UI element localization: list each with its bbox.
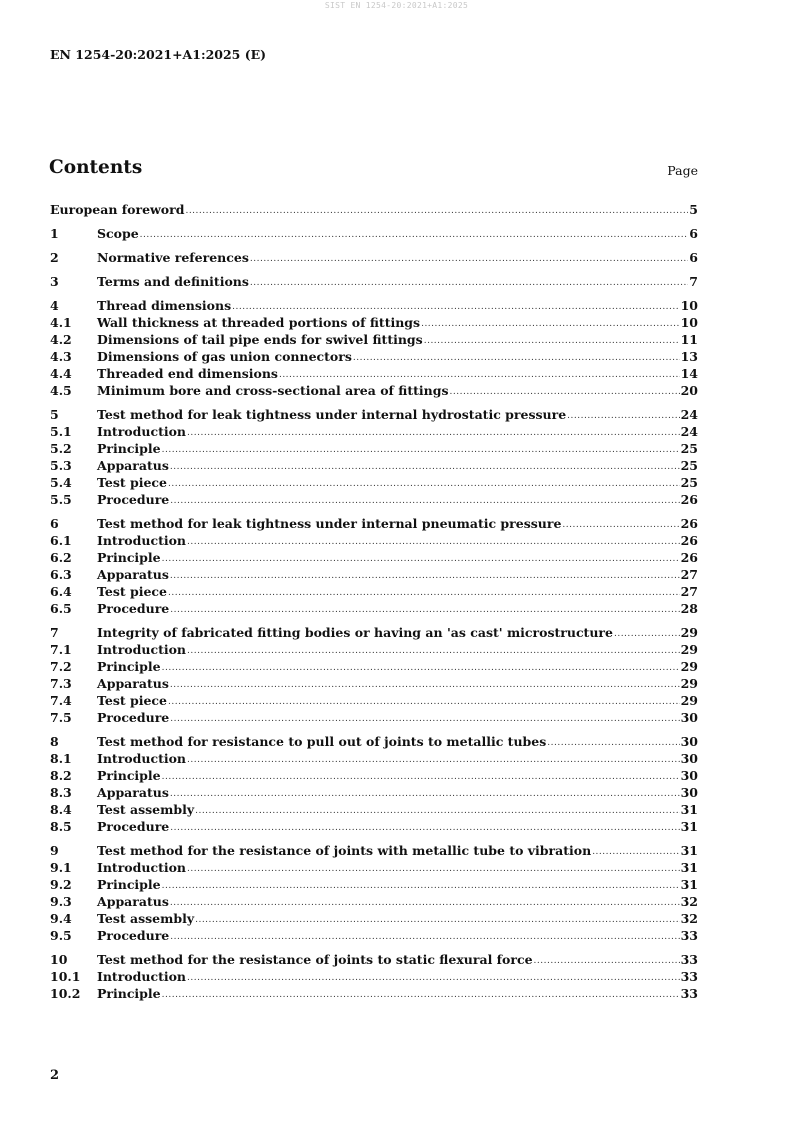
toc-entry-page: 26: [680, 550, 698, 565]
toc-entry-page: 7: [689, 274, 698, 289]
toc-entry-page: 24: [680, 407, 698, 422]
toc-entry-page: 33: [680, 986, 698, 1001]
toc-entry-number: 6: [50, 516, 59, 531]
toc-entry-page: 24: [680, 424, 698, 439]
toc-entry-number: 8: [50, 734, 59, 749]
toc-dot-leader: [170, 460, 680, 474]
toc-dot-leader: [187, 971, 680, 985]
toc-entry-page: 29: [680, 676, 698, 691]
toc-entry-page: 31: [680, 877, 698, 892]
toc-entry-number: 9.3: [50, 894, 72, 909]
toc-entry-title: Integrity of fabricated fitting bodies or having an 'as cast' microstructure: [97, 625, 613, 640]
toc-entry[interactable]: [50, 225, 698, 242]
toc-entry-title: Test assembly: [97, 802, 195, 817]
toc-dot-leader: [170, 494, 679, 508]
toc-entry-title: Terms and definitions: [97, 274, 249, 289]
toc-dot-leader: [195, 804, 680, 818]
toc-entry-title: Test method for the resistance of joints to static flexural force: [97, 952, 533, 967]
toc-entry[interactable]: [50, 658, 698, 675]
toc-entry[interactable]: [50, 440, 698, 457]
toc-dot-leader: [279, 368, 680, 382]
toc-section-group: [50, 249, 698, 266]
document-id: EN 1254-20:2021+A1:2025 (E): [50, 47, 267, 62]
toc-entry-title: Principle: [97, 768, 161, 783]
toc-entry-number: 4.4: [50, 366, 72, 381]
toc-entry[interactable]: [50, 331, 698, 348]
toc-entry[interactable]: [50, 273, 698, 290]
toc-entry[interactable]: [50, 641, 698, 658]
toc-entry[interactable]: [50, 968, 698, 985]
toc-entry[interactable]: [50, 985, 698, 1002]
toc-entry[interactable]: [50, 910, 698, 927]
toc-entry-page: 25: [680, 475, 698, 490]
toc-entry-title: Procedure: [97, 819, 170, 834]
toc-entry-number: 8.3: [50, 785, 72, 800]
toc-dot-leader: [614, 627, 680, 641]
toc-entry-title: Apparatus: [97, 458, 169, 473]
toc-entry[interactable]: [50, 733, 698, 750]
toc-entry-number: 8.1: [50, 751, 72, 766]
toc-entry-number: 4.2: [50, 332, 72, 347]
toc-entry-title: Procedure: [97, 710, 170, 725]
toc-entry-number: 6.4: [50, 584, 72, 599]
toc-entry-number: 8.4: [50, 802, 72, 817]
toc-entry-number: 7: [50, 625, 59, 640]
toc-dot-leader: [170, 603, 679, 617]
toc-section-group: [50, 297, 698, 399]
toc-entry-title: Wall thickness at threaded portions of fittings: [97, 315, 421, 330]
toc-entry[interactable]: [50, 801, 698, 818]
toc-entry[interactable]: [50, 314, 698, 331]
toc-section-group: [50, 225, 698, 242]
page-column-label: Page: [667, 163, 698, 178]
toc-entry[interactable]: [50, 624, 698, 641]
toc-entry-number: 7.1: [50, 642, 72, 657]
toc-entry[interactable]: [50, 297, 698, 314]
toc-entry-number: 3: [50, 274, 59, 289]
toc-entry-page: 13: [680, 349, 698, 364]
toc-entry[interactable]: [50, 767, 698, 784]
toc-entry-number: 10.2: [50, 986, 81, 1001]
toc-entry-title: Apparatus: [97, 894, 169, 909]
toc-entry-page: 25: [680, 458, 698, 473]
toc-dot-leader: [168, 586, 680, 600]
toc-entry-page: 31: [680, 819, 698, 834]
toc-entry-page: 10: [680, 315, 698, 330]
toc-entry[interactable]: [50, 249, 698, 266]
toc-entry[interactable]: [50, 842, 698, 859]
toc-entry-page: 32: [680, 894, 698, 909]
toc-dot-leader: [162, 661, 680, 675]
toc-dot-leader: [170, 787, 680, 801]
toc-entry-title: Test method for resistance to pull out of joints to metallic tubes: [97, 734, 547, 749]
toc-dot-leader: [567, 409, 679, 423]
toc-entry[interactable]: [50, 365, 698, 382]
toc-entry-page: 29: [680, 659, 698, 674]
table-of-contents: [50, 201, 698, 1009]
toc-entry-title: European foreword: [50, 202, 185, 217]
toc-entry-title: Apparatus: [97, 676, 169, 691]
toc-entry-number: 5.1: [50, 424, 72, 439]
toc-entry-number: 5.5: [50, 492, 72, 507]
toc-entry-number: 7.4: [50, 693, 72, 708]
toc-entry-number: 9: [50, 843, 59, 858]
toc-entry[interactable]: [50, 583, 698, 600]
toc-dot-leader: [450, 385, 680, 399]
toc-entry-title: Test piece: [97, 693, 167, 708]
watermark-text: SIST EN 1254-20:2021+A1:2025: [324, 1, 469, 10]
toc-entry-title: Principle: [97, 550, 161, 565]
toc-entry-number: 4.5: [50, 383, 72, 398]
toc-dot-leader: [232, 300, 679, 314]
toc-entry[interactable]: [50, 600, 698, 617]
toc-entry-page: 20: [680, 383, 698, 398]
toc-dot-leader: [187, 535, 680, 549]
toc-entry-page: 30: [680, 785, 698, 800]
toc-dot-leader: [162, 879, 680, 893]
toc-dot-leader: [162, 988, 680, 1002]
toc-dot-leader: [424, 334, 680, 348]
toc-dot-leader: [547, 736, 679, 750]
toc-entry[interactable]: [50, 549, 698, 566]
toc-entry-page: 25: [680, 441, 698, 456]
toc-entry-number: 8.2: [50, 768, 72, 783]
toc-entry[interactable]: [50, 709, 698, 726]
toc-entry-page: 27: [680, 567, 698, 582]
toc-entry-page: 11: [680, 332, 698, 347]
toc-entry-page: 27: [680, 584, 698, 599]
toc-entry[interactable]: [50, 201, 698, 218]
toc-entry-title: Test method for leak tightness under internal pneumatic pressure: [97, 516, 562, 531]
toc-entry[interactable]: [50, 515, 698, 532]
toc-entry-title: Introduction: [97, 969, 187, 984]
toc-entry-title: Thread dimensions: [97, 298, 232, 313]
toc-entry-title: Test piece: [97, 475, 167, 490]
toc-entry-title: Principle: [97, 441, 161, 456]
toc-dot-leader: [170, 896, 680, 910]
toc-entry-number: 6.2: [50, 550, 72, 565]
toc-entry-page: 30: [680, 768, 698, 783]
toc-entry-number: 6.1: [50, 533, 72, 548]
toc-section-group: [50, 515, 698, 617]
toc-entry-title: Threaded end dimensions: [97, 366, 278, 381]
toc-section-group: [50, 842, 698, 944]
toc-entry-page: 32: [680, 911, 698, 926]
toc-dot-leader: [170, 930, 679, 944]
toc-entry-number: 5.2: [50, 441, 72, 456]
toc-entry-number: 10: [50, 952, 68, 967]
toc-entry-title: Procedure: [97, 492, 170, 507]
toc-entry-number: 2: [50, 250, 59, 265]
toc-dot-leader: [592, 845, 679, 859]
toc-entry-number: 5: [50, 407, 59, 422]
toc-entry-page: 14: [680, 366, 698, 381]
toc-dot-leader: [562, 518, 679, 532]
toc-entry-title: Apparatus: [97, 785, 169, 800]
toc-entry[interactable]: [50, 406, 698, 423]
toc-dot-leader: [195, 913, 680, 927]
toc-entry-title: Introduction: [97, 533, 187, 548]
toc-entry-page: 29: [680, 642, 698, 657]
toc-entry[interactable]: [50, 927, 698, 944]
toc-dot-leader: [534, 954, 680, 968]
toc-entry-page: 33: [680, 969, 698, 984]
toc-entry-number: 8.5: [50, 819, 72, 834]
toc-entry-number: 1: [50, 226, 59, 241]
toc-entry[interactable]: [50, 348, 698, 365]
toc-dot-leader: [170, 821, 679, 835]
toc-entry-number: 9.4: [50, 911, 72, 926]
toc-entry-number: 10.1: [50, 969, 81, 984]
toc-dot-leader: [187, 862, 680, 876]
toc-entry-title: Test assembly: [97, 911, 195, 926]
toc-entry-page: 31: [680, 860, 698, 875]
toc-dot-leader: [250, 276, 688, 290]
toc-entry[interactable]: [50, 859, 698, 876]
toc-entry-title: Dimensions of gas union connectors: [97, 349, 352, 364]
toc-entry-page: 26: [680, 492, 698, 507]
toc-section-group: [50, 951, 698, 1002]
toc-entry-title: Principle: [97, 659, 161, 674]
toc-entry-page: 31: [680, 802, 698, 817]
toc-dot-leader: [185, 204, 688, 218]
contents-heading: Contents: [49, 157, 143, 178]
toc-entry[interactable]: [50, 382, 698, 399]
toc-dot-leader: [353, 351, 680, 365]
toc-entry-title: Apparatus: [97, 567, 169, 582]
toc-entry-title: Test method for the resistance of joints with metallic tube to vibration: [97, 843, 592, 858]
toc-dot-leader: [421, 317, 680, 331]
toc-entry-page: 6: [689, 250, 698, 265]
toc-entry-title: Minimum bore and cross-sectional area of fittings: [97, 383, 449, 398]
toc-dot-leader: [187, 753, 680, 767]
toc-entry-title: Introduction: [97, 424, 187, 439]
toc-entry[interactable]: [50, 457, 698, 474]
toc-entry-number: 7.5: [50, 710, 72, 725]
page-number: 2: [50, 1068, 60, 1083]
toc-entry[interactable]: [50, 876, 698, 893]
toc-entry[interactable]: [50, 951, 698, 968]
toc-entry-title: Procedure: [97, 601, 170, 616]
toc-entry-page: 26: [680, 533, 698, 548]
toc-entry-title: Normative references: [97, 250, 249, 265]
toc-entry-number: 9.2: [50, 877, 72, 892]
toc-entry[interactable]: [50, 532, 698, 549]
toc-entry-page: 30: [680, 710, 698, 725]
toc-entry-page: 29: [680, 693, 698, 708]
toc-entry-page: 5: [689, 202, 698, 217]
toc-entry-page: 6: [689, 226, 698, 241]
toc-entry-title: Introduction: [97, 642, 187, 657]
toc-entry[interactable]: [50, 566, 698, 583]
toc-section-group: [50, 733, 698, 835]
toc-dot-leader: [250, 252, 688, 266]
toc-entry[interactable]: [50, 893, 698, 910]
toc-dot-leader: [187, 426, 680, 440]
toc-entry[interactable]: [50, 423, 698, 440]
toc-entry[interactable]: [50, 474, 698, 491]
toc-entry-page: 33: [680, 928, 698, 943]
toc-entry[interactable]: [50, 491, 698, 508]
toc-entry-page: 30: [680, 734, 698, 749]
toc-entry-title: Test method for leak tightness under internal hydrostatic pressure: [97, 407, 567, 422]
toc-entry-page: 29: [680, 625, 698, 640]
toc-dot-leader: [140, 228, 689, 242]
toc-dot-leader: [170, 678, 680, 692]
toc-entry-number: 5.4: [50, 475, 72, 490]
toc-entry-title: Principle: [97, 877, 161, 892]
toc-entry-title: Principle: [97, 986, 161, 1001]
toc-dot-leader: [162, 770, 680, 784]
toc-entry-number: 7.2: [50, 659, 72, 674]
toc-entry-number: 5.3: [50, 458, 72, 473]
toc-entry-page: 28: [680, 601, 698, 616]
toc-section-group: [50, 273, 698, 290]
toc-entry-number: 4: [50, 298, 59, 313]
toc-entry-number: 9.5: [50, 928, 72, 943]
toc-section-group: [50, 406, 698, 508]
toc-entry-number: 4.3: [50, 349, 72, 364]
toc-section-group: [50, 624, 698, 726]
toc-entry-title: Procedure: [97, 928, 170, 943]
toc-dot-leader: [170, 569, 680, 583]
toc-entry[interactable]: [50, 692, 698, 709]
toc-entry-title: Introduction: [97, 860, 187, 875]
toc-entry-page: 33: [680, 952, 698, 967]
toc-entry[interactable]: [50, 784, 698, 801]
toc-entry-number: 9.1: [50, 860, 72, 875]
toc-entry[interactable]: [50, 818, 698, 835]
toc-dot-leader: [170, 712, 679, 726]
toc-entry-title: Introduction: [97, 751, 187, 766]
toc-entry-number: 4.1: [50, 315, 72, 330]
toc-entry-title: Dimensions of tail pipe ends for swivel fittings: [97, 332, 423, 347]
toc-entry-number: 6.3: [50, 567, 72, 582]
toc-entry-number: 6.5: [50, 601, 72, 616]
toc-entry-title: Test piece: [97, 584, 167, 599]
toc-dot-leader: [162, 443, 680, 457]
toc-entry[interactable]: [50, 750, 698, 767]
toc-dot-leader: [162, 552, 680, 566]
toc-entry-page: 30: [680, 751, 698, 766]
toc-dot-leader: [168, 477, 680, 491]
toc-entry-number: 7.3: [50, 676, 72, 691]
toc-entry-page: 10: [680, 298, 698, 313]
toc-entry[interactable]: [50, 675, 698, 692]
toc-section-group: [50, 201, 698, 218]
toc-dot-leader: [168, 695, 680, 709]
toc-entry-page: 31: [680, 843, 698, 858]
toc-entry-title: Scope: [97, 226, 139, 241]
toc-entry-page: 26: [680, 516, 698, 531]
toc-dot-leader: [187, 644, 680, 658]
